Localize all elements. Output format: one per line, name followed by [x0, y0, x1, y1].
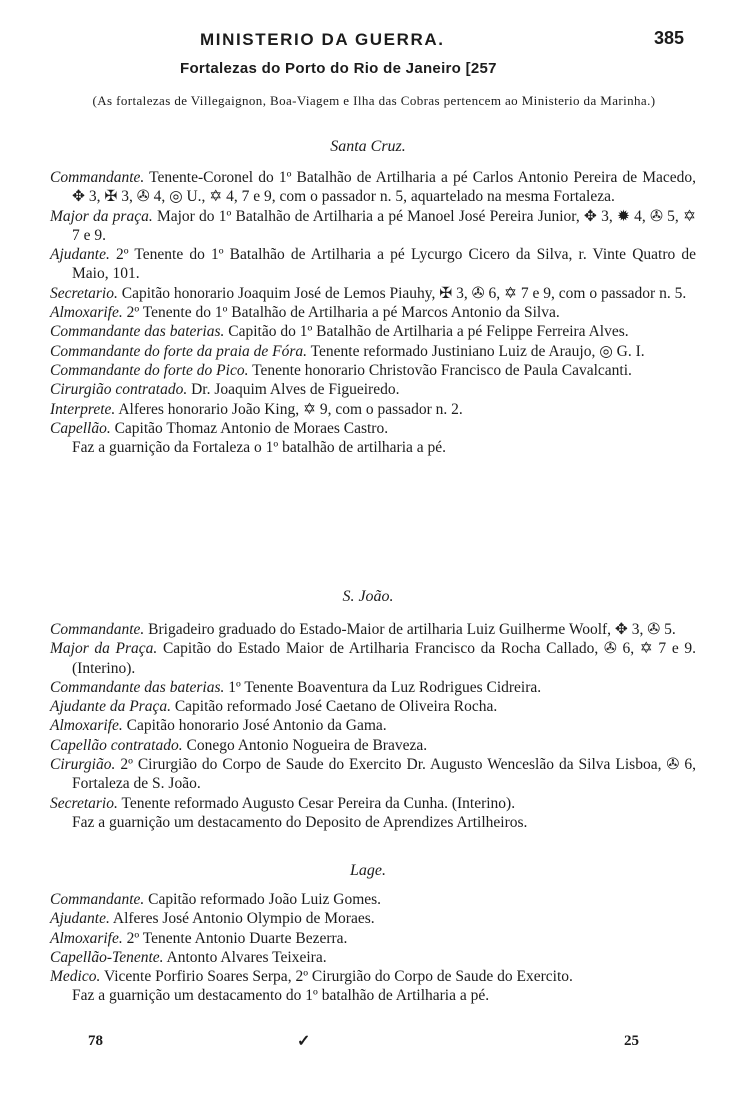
entry-role: Ajudante.: [50, 910, 110, 928]
entry-role: Interprete.: [50, 400, 116, 418]
entry-text: Tenente reformado Justiniano Luiz de Araujo, ◎ G. I.: [310, 342, 645, 360]
sheet-number: 25: [624, 1033, 639, 1049]
entry-role: Commandante.: [50, 621, 145, 638]
entry: [50, 755, 696, 794]
entry-role: Capellão-Tenente.: [50, 948, 164, 966]
entry-text: Capitão reformado José Caetano de Oliveira Rocha.: [174, 698, 498, 716]
heading-sao-joao: S. João.: [342, 588, 394, 605]
entry-text: Alferes honorario João King, ✡ 9, com o passador n. 2.: [118, 400, 463, 418]
entry: [50, 168, 696, 207]
entry-text: 2º Tenente do 1º Batalhão de Artilharia a pé Lycurgo Cicero da Silva, r. Vinte Quatro de Maio, 101.: [72, 246, 696, 283]
entry-role: Ajudante da Praça.: [50, 698, 171, 716]
entry: [50, 794, 696, 813]
entry: [50, 380, 696, 399]
entry-role: Capellão contratado.: [50, 736, 183, 754]
entry-text: Antonto Alvares Teixeira.: [166, 948, 327, 966]
entry-text: Capitão Thomaz Antonio de Moraes Castro.: [114, 419, 389, 437]
entry-role: Secretario.: [50, 794, 118, 812]
entry: [50, 245, 696, 284]
entry: [50, 890, 696, 909]
entry: [50, 697, 696, 716]
entry-role: Commandante das baterias.: [50, 678, 225, 696]
entry-role: Ajudante.: [50, 246, 110, 264]
entry-role: Commandante do forte da praia de Fóra.: [50, 342, 308, 360]
entry: [50, 736, 696, 755]
entry-text: 2º Tenente do 1º Batalhão de Artilharia a pé Marcos Antonio da Silva.: [126, 304, 560, 322]
entry-role: Almoxarife.: [50, 304, 123, 322]
entry-text: Brigadeiro graduado do Estado-Maior de artilharia Luiz Guilherme Woolf, ✥ 3, ✇ 5.: [148, 621, 676, 638]
entry: [50, 361, 696, 380]
entry: [50, 342, 696, 361]
entry-text: Tenente honorario Christovão Francisco de Paula Cavalcanti.: [252, 361, 632, 379]
entry-text: Vicente Porfirio Soares Serpa, 2º Cirurgião do Corpo de Saude do Exercito.: [103, 968, 573, 986]
entry-role: Commandante das baterias.: [50, 323, 225, 341]
entry-role: Major da praça.: [50, 207, 153, 225]
entry-role: Major da Praça.: [50, 640, 158, 658]
page-footer: [0, 1033, 736, 1053]
running-title: MINISTERIO DA GUERRA.: [200, 30, 445, 49]
entry: [50, 967, 696, 986]
section-sao-joao: [50, 620, 696, 832]
entry: [50, 678, 696, 697]
entry: [50, 620, 696, 639]
garrison-note: Faz a guarnição da Fortaleza o 1º batalhão de artilharia a pé.: [72, 439, 447, 457]
section-title: Fortalezas do Porto do Rio de Janeiro [257: [180, 60, 497, 77]
section-santa-cruz: [50, 168, 696, 457]
entry: [50, 322, 696, 341]
heading-lage: Lage.: [350, 862, 386, 879]
entry: [50, 716, 696, 735]
entry-role: Commandante.: [50, 891, 145, 908]
entry-text: Alferes José Antonio Olympio de Moraes.: [112, 910, 375, 928]
entry-role: Almoxarife.: [50, 929, 123, 947]
page-header: [0, 28, 736, 52]
section-note: (As fortalezas de Villegaignon, Boa-Viagem e Ilha das Cobras pertencem ao Ministerio da Marinha.): [92, 93, 656, 108]
entry-role: Almoxarife.: [50, 717, 123, 735]
page-number: 385: [654, 28, 685, 48]
entry-text: Tenente reformado Augusto Cesar Pereira da Cunha. (Interino).: [121, 794, 516, 812]
entry-text: Tenente-Coronel do 1º Batalhão de Artilharia a pé Carlos Antonio Pereira de Macedo, ✥ 3, ✠ 3, ✇ 4, ◎ U., ✡ 4, 7 e 9, com o passador n. 5, aquartelado na mesma Fortaleza.: [72, 169, 696, 206]
entry: [50, 929, 696, 948]
entry-role: Secretario.: [50, 284, 118, 302]
entry: [50, 948, 696, 967]
check-mark-icon: ✓: [297, 1033, 311, 1050]
entry-text: Capitão do Estado Maior de Artilharia Francisco da Rocha Callado, ✇ 6, ✡ 7 e 9. (Interino).: [72, 640, 696, 677]
entry-text: Capitão honorario José Antonio da Gama.: [126, 717, 387, 735]
entry: [50, 207, 696, 246]
entry-text: Capitão reformado João Luiz Gomes.: [148, 891, 382, 908]
entry-text: Capitão honorario Joaquim José de Lemos Piauhy, ✠ 3, ✇ 6, ✡ 7 e 9, com o passador n. 5.: [121, 284, 687, 302]
entry-text: 2º Tenente Antonio Duarte Bezerra.: [126, 929, 348, 947]
entry-role: Commandante.: [50, 169, 145, 186]
entry: [50, 284, 696, 303]
garrison-note: Faz a guarnição um destacamento do 1º batalhão de Artilharia a pé.: [72, 987, 490, 1005]
entry-text: Conego Antonio Nogueira de Braveza.: [186, 736, 428, 754]
entry-text: Capitão do 1º Batalhão de Artilharia a pé Felippe Ferreira Alves.: [228, 323, 629, 341]
entry-role: Cirurgião.: [50, 756, 116, 774]
entry: [50, 400, 696, 419]
signature-mark: 78: [88, 1033, 103, 1049]
entry-text: Major do 1º Batalhão de Artilharia a pé Manoel José Pereira Junior, ✥ 3, ✹ 4, ✇ 5, ✡ 7 e 9.: [72, 207, 697, 244]
entry: [50, 909, 696, 928]
garrison-note: Faz a guarnição um destacamento do Deposito de Aprendizes Artilheiros.: [72, 813, 528, 831]
entry: [50, 639, 696, 678]
entry-text: 2º Cirurgião do Corpo de Saude do Exercito Dr. Augusto Wenceslão da Silva Lisboa, ✇ 6, Fortaleza de S. João.: [72, 756, 697, 793]
entry-role: Cirurgião contratado.: [50, 381, 188, 399]
entry-text: Dr. Joaquim Alves de Figueiredo.: [191, 381, 400, 399]
entry-role: Medico.: [50, 968, 101, 986]
heading-santa-cruz: Santa Cruz.: [330, 138, 406, 155]
entry-text: 1º Tenente Boaventura da Luz Rodrigues Cidreira.: [228, 678, 542, 696]
entry: [50, 303, 696, 322]
entry-role: Capellão.: [50, 419, 111, 437]
entry-role: Commandante do forte do Pico.: [50, 361, 249, 379]
entry: [50, 419, 696, 438]
section-lage: [50, 890, 696, 1006]
